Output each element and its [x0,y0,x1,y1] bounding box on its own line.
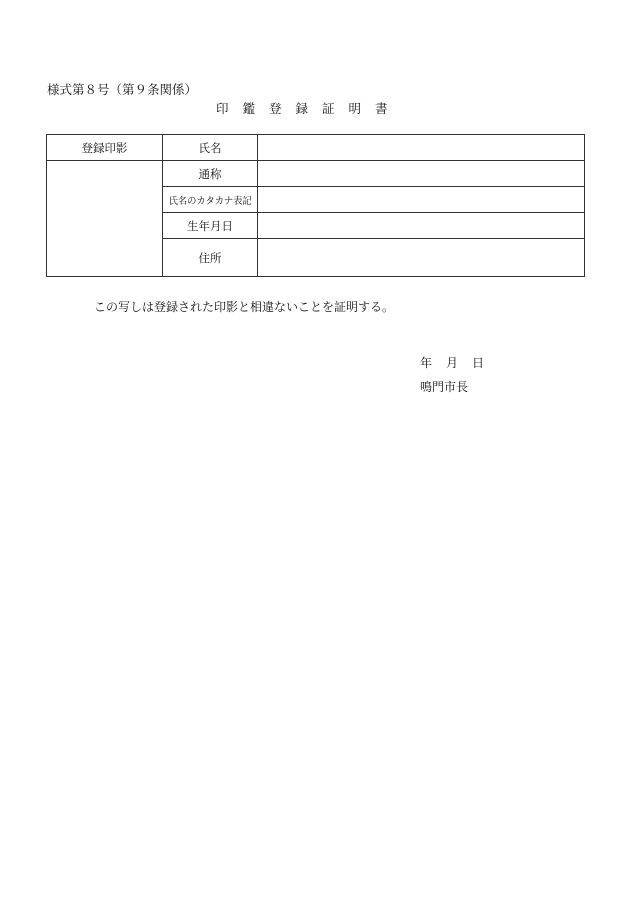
date-month: 月 [446,356,459,370]
date-year: 年 [420,356,433,370]
document-title: 印鑑登録証明書 [216,101,402,116]
table-row [47,135,585,161]
registration-table [46,134,585,277]
form-number: 様式第８号（第９条関係） [47,82,198,97]
date-day: 日 [472,356,485,370]
birthdate-label: 生年月日 [163,213,258,239]
alias-label: 通称 [163,161,258,187]
name-label: 氏名 [163,135,258,161]
name-value [258,135,585,161]
table-row [47,161,585,187]
address-label: 住所 [163,239,258,277]
issuer-name: 鳴門市長 [420,380,469,394]
seal-impression-area [47,161,163,277]
alias-value [258,161,585,187]
katakana-name-value [258,187,585,213]
seal-label: 登録印影 [47,135,163,161]
birthdate-value [258,213,585,239]
address-value [258,239,585,277]
issue-date [420,354,484,371]
certification-text: この写しは登録された印影と相違ないことを証明する。 [94,300,395,314]
katakana-name-label: 氏名のカタカナ表記 [163,187,258,213]
